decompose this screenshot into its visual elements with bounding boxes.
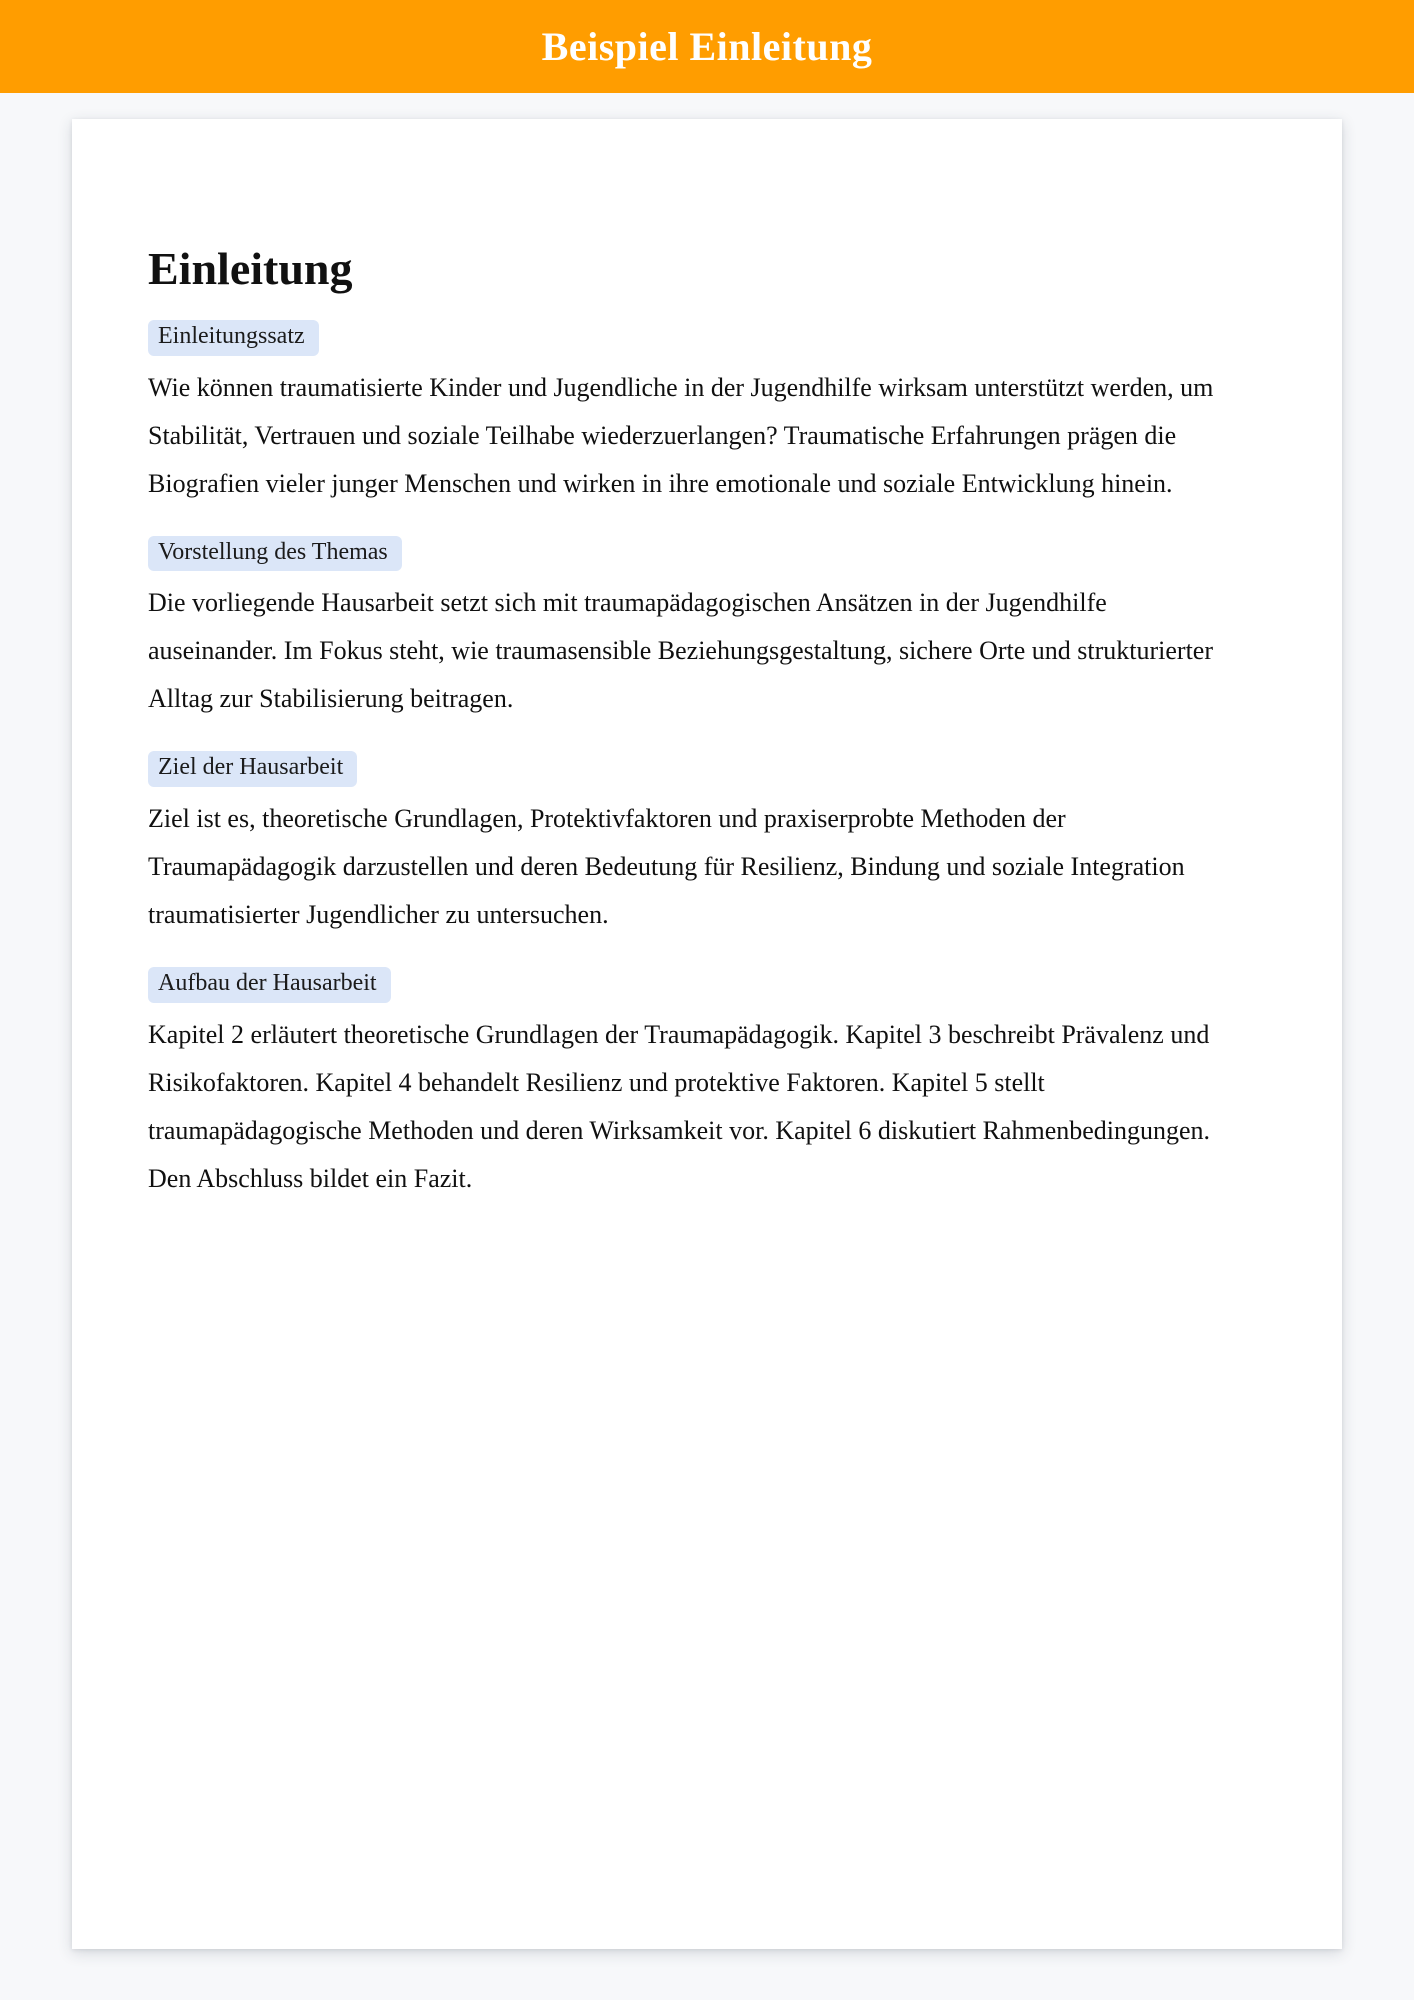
section-label-badge: Aufbau der Hausarbeit — [148, 967, 391, 1003]
header-banner — [0, 0, 1414, 93]
section-label-badge: Einleitungssatz — [148, 320, 319, 356]
banner-title: Beispiel Einleitung — [541, 24, 873, 69]
section-paragraph: Die vorliegende Hausarbeit setzt sich mit traumapädagogischen Ansätzen in der Jugendhilfe auseinander. Im Fokus steht, wie traumasensible Beziehungsgestaltung, sichere Orte und strukturierter Alltag zur Stabilisierung beitragen. — [148, 588, 1213, 714]
section-label-badge: Ziel der Hausarbeit — [148, 751, 357, 787]
section-paragraph: Ziel ist es, theoretische Grundlagen, Protektivfaktoren und praxiserprobte Methoden der Traumapädagogik darzustellen und deren Bedeutung für Resilienz, Bindung und soziale Integration traumatisierter Jugendlicher zu untersuchen. — [148, 803, 1185, 929]
section-aufbau-der-hausarbeit — [148, 967, 1242, 1203]
page-title: Einleitung — [148, 243, 353, 294]
section-vorstellung-des-themas — [148, 536, 1242, 724]
section-paragraph: Kapitel 2 erläutert theoretische Grundlagen der Traumapädagogik. Kapitel 3 beschreibt Prävalenz und Risikofaktoren. Kapitel 4 behandelt Resilienz und protektive Faktoren. Kapitel 5 stellt traumapädagogische Methoden und deren Wirksamkeit vor. Kapitel 6 diskutiert Rahmenbedingungen. Den Abschluss bildet ein Fazit. — [148, 1019, 1211, 1193]
section-label-badge: Vorstellung des Themas — [148, 536, 402, 572]
section-paragraph: Wie können traumatisierte Kinder und Jugendliche in der Jugendhilfe wirksam unterstützt werden, um Stabilität, Vertrauen und soziale Teilhabe wiederzuerlangen? Traumatische Erfahrungen prägen die Biografien vieler junger Menschen und wirken in ihre emotionale und soziale Entwicklung hinein. — [148, 372, 1214, 498]
section-einleitungssatz — [148, 320, 1242, 508]
section-ziel-der-hausarbeit — [148, 751, 1242, 939]
document-content — [72, 119, 1342, 1203]
document-page — [72, 119, 1342, 1949]
